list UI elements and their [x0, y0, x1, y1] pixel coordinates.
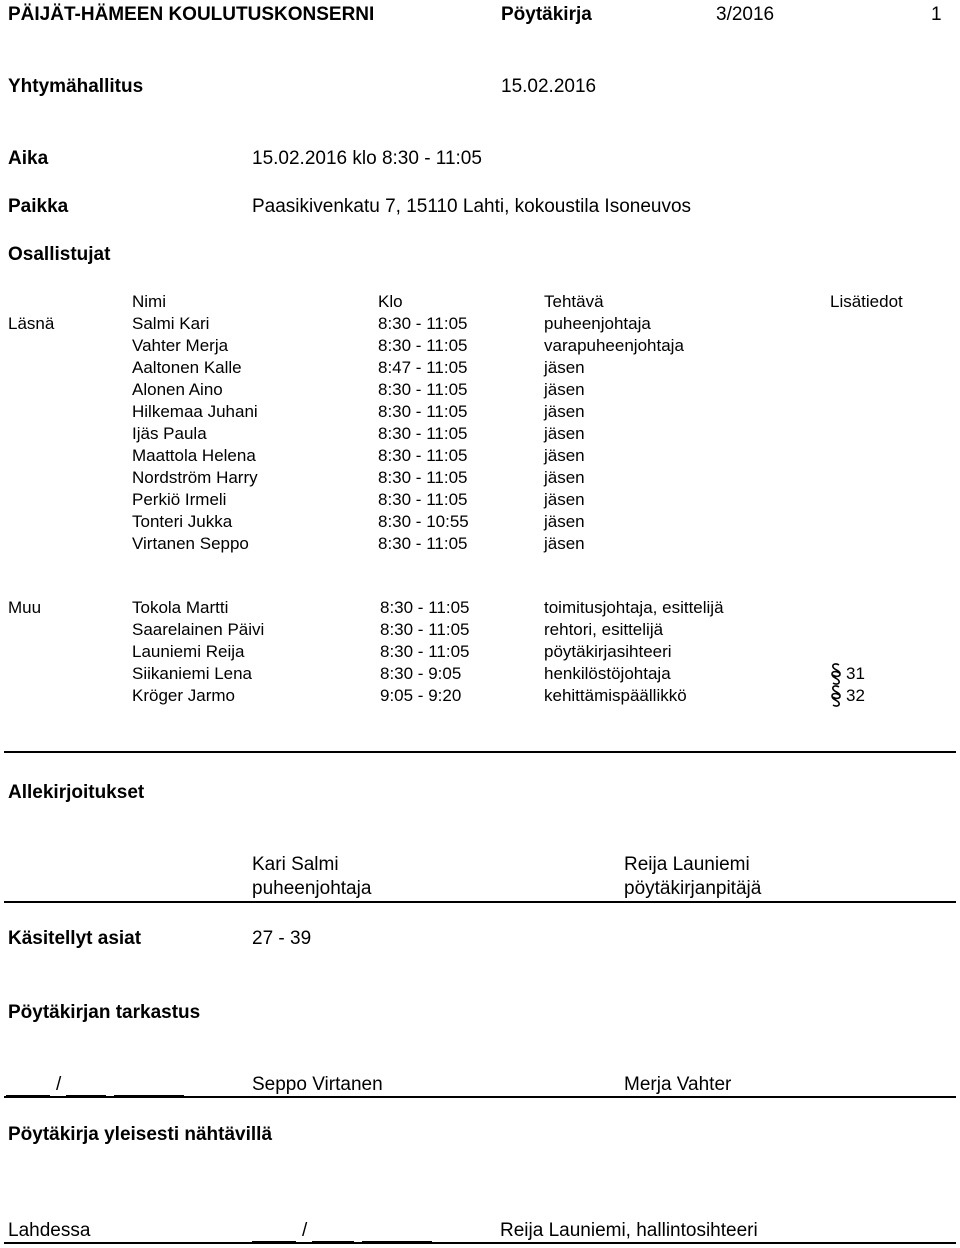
participant-time: 9:05 - 9:20 — [380, 686, 462, 705]
place-label: Paikka — [8, 196, 69, 217]
participant-section: 32 — [846, 686, 865, 705]
participant-role: jäsen — [544, 380, 585, 399]
section-divider — [4, 751, 956, 753]
participant-name: Nordström Harry — [132, 468, 258, 487]
column-header-time: Klo — [378, 292, 403, 311]
participant-name: Tokola Martti — [132, 598, 229, 617]
signatures-title: Allekirjoitukset — [8, 782, 145, 803]
present-label: Läsnä — [8, 314, 55, 333]
time-value: 15.02.2016 klo 8:30 - 11:05 — [252, 148, 482, 169]
participant-time: 8:30 - 11:05 — [380, 642, 470, 661]
participant-time: 8:30 - 11:05 — [378, 490, 468, 509]
handled-value: 27 - 39 — [252, 928, 312, 949]
public-date-slash: / — [302, 1220, 308, 1241]
org-name: PÄIJÄT-HÄMEEN KOULUTUSKONSERNI — [8, 4, 375, 25]
participant-name: Perkiö Irmeli — [132, 490, 227, 509]
review-divider — [4, 1096, 956, 1098]
participant-role: jäsen — [544, 512, 585, 531]
public-place: Lahdessa — [8, 1220, 91, 1241]
review-date-slash: / — [56, 1074, 62, 1095]
participant-name: Launiemi Reija — [132, 642, 245, 661]
review-title: Pöytäkirjan tarkastus — [8, 1002, 201, 1023]
participant-time: 8:30 - 11:05 — [378, 336, 468, 355]
participant-role: varapuheenjohtaja — [544, 336, 684, 355]
header-date: 15.02.2016 — [501, 76, 597, 97]
signatures-divider — [4, 901, 956, 903]
participant-name: Kröger Jarmo — [132, 686, 235, 705]
handled-label: Käsitellyt asiat — [8, 928, 142, 949]
participant-name: Alonen Aino — [132, 380, 223, 399]
participant-time: 8:30 - 11:05 — [378, 468, 468, 487]
participant-role: henkilöstöjohtaja — [544, 664, 671, 683]
participant-role: jäsen — [544, 402, 585, 421]
participant-role: rehtori, esittelijä — [544, 620, 664, 639]
participant-role: pöytäkirjasihteeri — [544, 642, 672, 661]
signer-left-name: Kari Salmi — [252, 854, 339, 875]
participant-section: 31 — [846, 664, 865, 683]
participant-name: Siikaniemi Lena — [132, 664, 253, 683]
participant-time: 8:30 - 11:05 — [378, 424, 468, 443]
place-value: Paasikivenkatu 7, 15110 Lahti, kokoustila Isoneuvos — [252, 196, 692, 217]
governing-body: Yhtymähallitus — [8, 76, 144, 97]
column-header-extra: Lisätiedot — [830, 292, 903, 311]
participant-time: 8:30 - 9:05 — [380, 664, 462, 683]
participant-time: 8:30 - 11:05 — [380, 620, 470, 639]
participant-role: jäsen — [544, 446, 585, 465]
participant-name: Aaltonen Kalle — [132, 358, 242, 377]
participant-name: Ijäs Paula — [132, 424, 207, 443]
participant-role: jäsen — [544, 490, 585, 509]
participant-time: 8:30 - 11:05 — [378, 534, 468, 553]
document-number: 3/2016 — [716, 4, 775, 25]
participant-time: 8:30 - 11:05 — [380, 598, 470, 617]
participant-time: 8:30 - 11:05 — [378, 402, 468, 421]
participant-time: 8:30 - 11:05 — [378, 446, 468, 465]
participant-name: Tonteri Jukka — [132, 512, 233, 531]
reviewer-left: Seppo Virtanen — [252, 1074, 383, 1095]
public-divider — [4, 1242, 956, 1244]
participant-time: 8:30 - 11:05 — [378, 380, 468, 399]
participant-name: Salmi Kari — [132, 314, 210, 333]
participant-role: toimitusjohtaja, esittelijä — [544, 598, 724, 617]
column-header-role: Tehtävä — [544, 292, 604, 311]
section-sign-icon — [830, 663, 842, 685]
participant-name: Saarelainen Päivi — [132, 620, 265, 639]
participants-title: Osallistujat — [8, 244, 111, 265]
public-title: Pöytäkirja yleisesti nähtävillä — [8, 1124, 273, 1145]
participant-time: 8:30 - 10:55 — [378, 512, 469, 531]
participant-role: jäsen — [544, 534, 585, 553]
participant-name: Virtanen Seppo — [132, 534, 249, 553]
section-sign-icon — [830, 685, 842, 707]
participant-time: 8:30 - 11:05 — [378, 314, 468, 333]
participant-role: jäsen — [544, 424, 585, 443]
signer-right-role: pöytäkirjanpitäjä — [624, 878, 762, 899]
page-number: 1 — [931, 4, 942, 25]
participant-role: jäsen — [544, 358, 585, 377]
participant-role: jäsen — [544, 468, 585, 487]
signer-left-role: puheenjohtaja — [252, 878, 372, 899]
participant-name: Maattola Helena — [132, 446, 256, 465]
participant-time: 8:47 - 11:05 — [378, 358, 468, 377]
signer-right-name: Reija Launiemi — [624, 854, 750, 875]
public-signer: Reija Launiemi, hallintosihteeri — [500, 1220, 758, 1241]
participant-role: puheenjohtaja — [544, 314, 651, 333]
participant-role: kehittämispäällikkö — [544, 686, 687, 705]
other-label: Muu — [8, 598, 42, 617]
time-label: Aika — [8, 148, 49, 169]
document-type: Pöytäkirja — [501, 4, 592, 25]
participant-name: Vahter Merja — [132, 336, 229, 355]
participant-name: Hilkemaa Juhani — [132, 402, 258, 421]
column-header-name: Nimi — [132, 292, 166, 311]
reviewer-right: Merja Vahter — [624, 1074, 732, 1095]
